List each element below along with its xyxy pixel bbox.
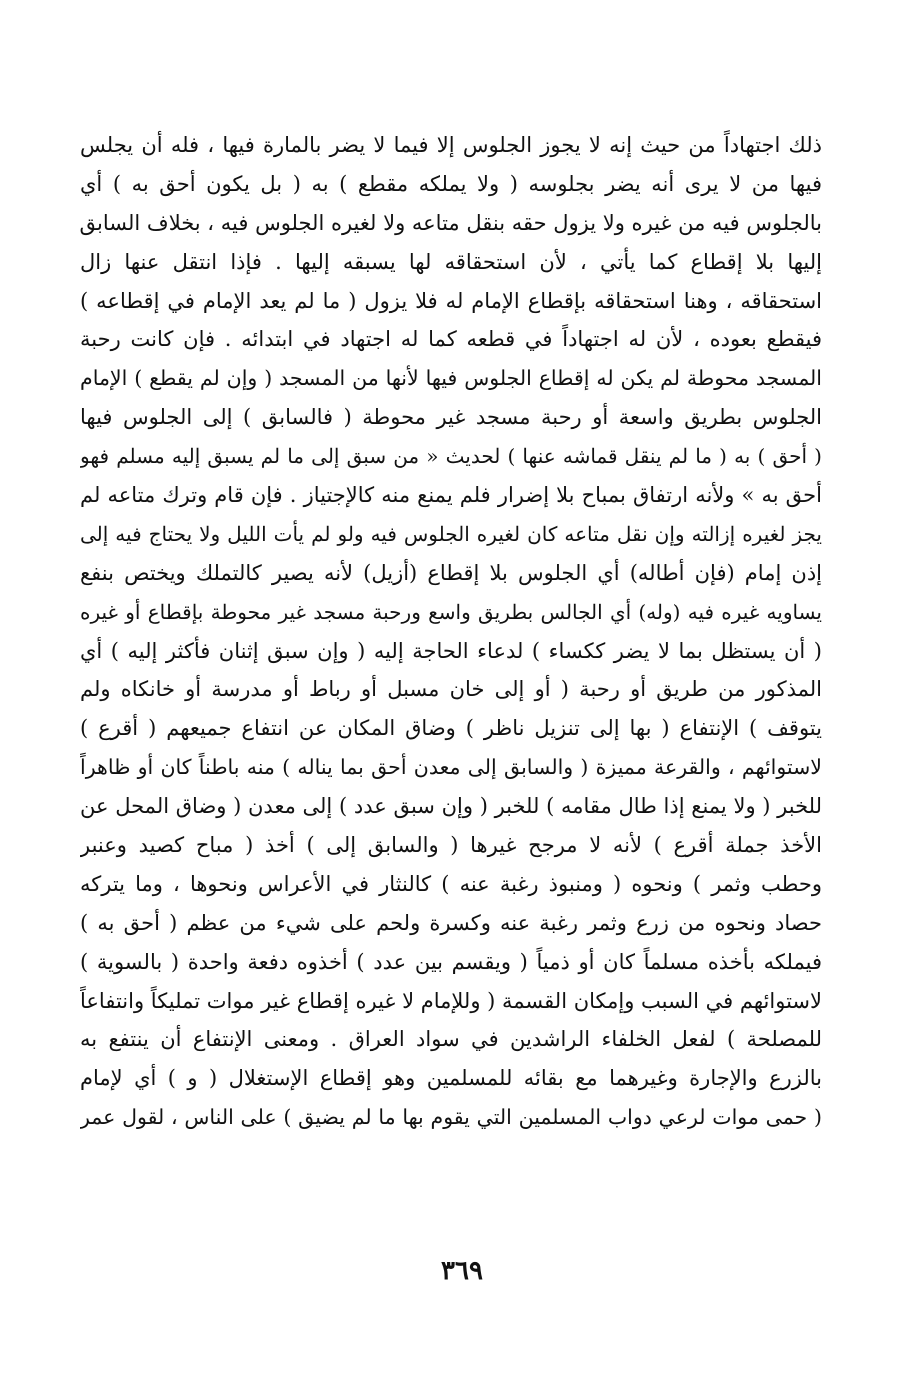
- text-line: يجز لغيره إزالته وإن نقل متاعه كان لغيره الجلوس فيه ولو لم يأت الليل ولا يحتاج فيه إلى: [80, 521, 822, 546]
- text-line: يتوقف ) الإنتفاع ( بها إلى تنزيل ناظر ) وضاق المكان عن انتفاع جميعهم ( أقرع ): [80, 716, 822, 741]
- text-line: لاستوائهم في السبب وإمكان القسمة ( وللإمام لا غيره إقطاع غير موات تمليكاً وانتفاعاً: [80, 988, 822, 1013]
- text-line: فيملكه بأخذه مسلماً كان أو ذمياً ( ويقسم بين عدد ) أخذوه دفعة واحدة ( بالسوية ): [80, 949, 822, 974]
- text-line: لاستوائهم ، والقرعة مميزة ( والسابق إلى معدن أحق بما يناله ) منه باطناً كان أو ظاهراً: [80, 755, 822, 780]
- text-line: وحطب وثمر ) ونحوه ( ومنبوذ رغبة عنه ) كالنثار في الأعراس ونحوها ، وما يتركه: [80, 871, 822, 896]
- text-line: للمصلحة ) لفعل الخلفاء الراشدين في سواد العراق . ومعنى الإنتفاع أن ينتفع به: [80, 1027, 822, 1052]
- text-line: ( حمى موات لرعي دواب المسلمين التي يقوم بها ما لم يضيق ) على الناس ، لقول عمر: [80, 1105, 822, 1130]
- text-line: يساويه غيره فيه (وله) أي الجالس بطريق واسع ورحبة مسجد غير محوطة بإقطاع أو غيره: [80, 599, 822, 624]
- text-line: فيقطع بعوده ، لأن له اجتهاداً في قطعه كما له اجتهاد في ابتدائه . فإن كانت رحبة: [80, 327, 822, 352]
- text-line: المسجد محوطة لم يكن له إقطاع الجلوس فيها لأنها من المسجد ( وإن لم يقطع ) الإمام: [80, 366, 822, 391]
- text-line: استحقاقه ، وهنا استحقاقه بإقطاع الإمام له فلا يزول ( ما لم يعد الإمام في إقطاعه ): [80, 288, 822, 313]
- text-line: ( أحق ) به ( ما لم ينقل قماشه عنها ) لحديث « من سبق إلى ما لم يسبق إليه مسلم فهو: [80, 444, 822, 469]
- text-line: المذكور من طريق أو رحبة ( أو إلى خان مسبل أو رباط أو مدرسة أو خانكاه ولم: [80, 677, 822, 702]
- page-number: ٣٦٩: [441, 1256, 483, 1286]
- text-line: حصاد ونحوه من زرع وثمر رغبة عنه وكسرة ولحم على شيء من عظم ( أحق به ): [80, 910, 822, 935]
- body-text: [80, 126, 822, 1137]
- text-line: الأخذ جملة أقرع ) لأنه لا مرجح غيرها ( والسابق إلى ) أخذ ( مباح كصيد وعنبر: [80, 833, 822, 858]
- text-line: بالزرع والإجارة وغيرهما مع بقائه للمسلمين وهو إقطاع الإستغلال ( و ) أي لإمام: [80, 1066, 822, 1091]
- text-line: الجلوس بطريق واسعة أو رحبة مسجد غير محوطة ( فالسابق ) إلى الجلوس فيها: [80, 405, 822, 430]
- text-line: بالجلوس فيه من غيره ولا يزول حقه بنقل متاعه ولا لغيره الجلوس فيه ، بخلاف السابق: [80, 210, 822, 235]
- text-line: إليها بلا إقطاع كما يأتي ، لأن استحقاقه لها يسبقه إليها . فإذا انتقل عنها زال: [80, 249, 822, 274]
- text-line: فيها من لا يرى أنه يضر بجلوسه ( ولا يملكه مقطع ) به ( بل يكون أحق به ) أي: [80, 171, 822, 196]
- text-line: ( أن يستظل بما لا يضر ككساء ) لدعاء الحاجة إليه ( وإن سبق إثنان فأكثر إليه ) أي: [80, 638, 822, 663]
- text-line: أحق به » ولأنه ارتفاق بمباح بلا إضرار فلم يمنع منه كالإجتياز . فإن قام وترك متاعه لم: [80, 483, 822, 508]
- text-line: إذن إمام (فإن أطاله) أي الجلوس بلا إقطاع (أزيل) لأنه يصير كالتملك ويختص بنفع: [80, 560, 822, 585]
- text-line: للخبر ( ولا يمنع إذا طال مقامه ) للخبر ( وإن سبق عدد ) إلى معدن ( وضاق المحل عن: [80, 794, 822, 819]
- text-line: ذلك اجتهاداً من حيث إنه لا يجوز الجلوس إلا فيما لا يضر بالمارة فيها ، فله أن يجلس: [80, 133, 822, 157]
